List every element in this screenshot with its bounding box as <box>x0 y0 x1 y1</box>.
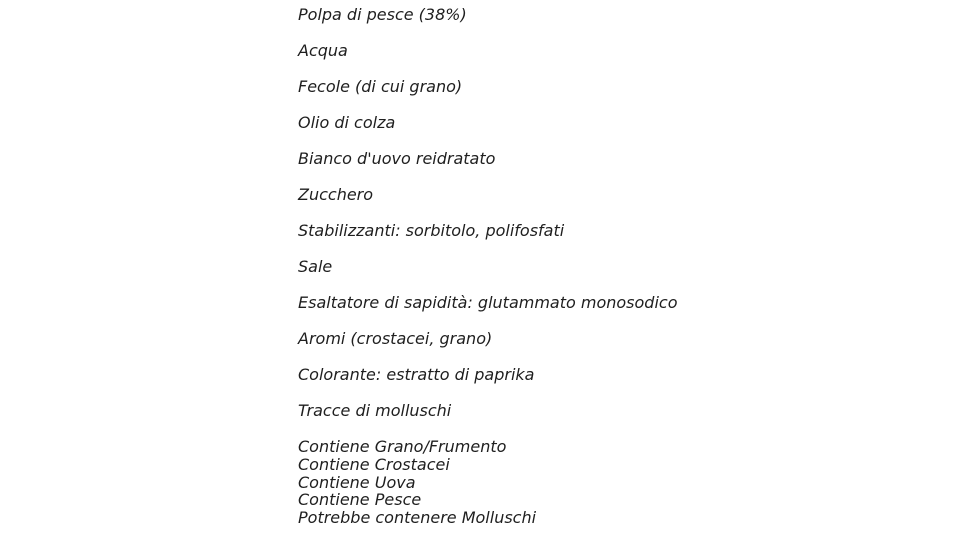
ingredient-item: Colorante: estratto di paprika <box>298 365 535 384</box>
ingredient-item: Acqua <box>298 41 348 60</box>
allergen-item: Contiene Crostacei <box>298 454 450 474</box>
allergen-item: Contiene Pesce <box>298 490 422 510</box>
ingredient-item: Polpa di pesce (38%) <box>298 5 467 24</box>
ingredient-item: Zucchero <box>298 185 374 204</box>
allergen-item: Contiene Uova <box>298 472 416 492</box>
ingredient-item: Stabilizzanti: sorbitolo, polifosfati <box>298 221 565 240</box>
ingredient-item: Bianco d'uovo reidratato <box>298 149 496 168</box>
ingredient-item: Esaltatore di sapidità: glutammato monosodico <box>298 293 678 312</box>
allergen-list <box>298 438 536 527</box>
allergen-item: Potrebbe contenere Molluschi <box>298 508 537 528</box>
ingredient-item: Fecole (di cui grano) <box>298 77 463 96</box>
ingredient-item: Tracce di molluschi <box>298 401 452 420</box>
ingredient-item: Olio di colza <box>298 113 396 132</box>
ingredient-item: Aromi (crostacei, grano) <box>298 329 493 348</box>
ingredient-list <box>298 5 678 437</box>
allergen-item: Contiene Grano/Frumento <box>298 437 507 456</box>
ingredient-item: Sale <box>298 257 333 276</box>
